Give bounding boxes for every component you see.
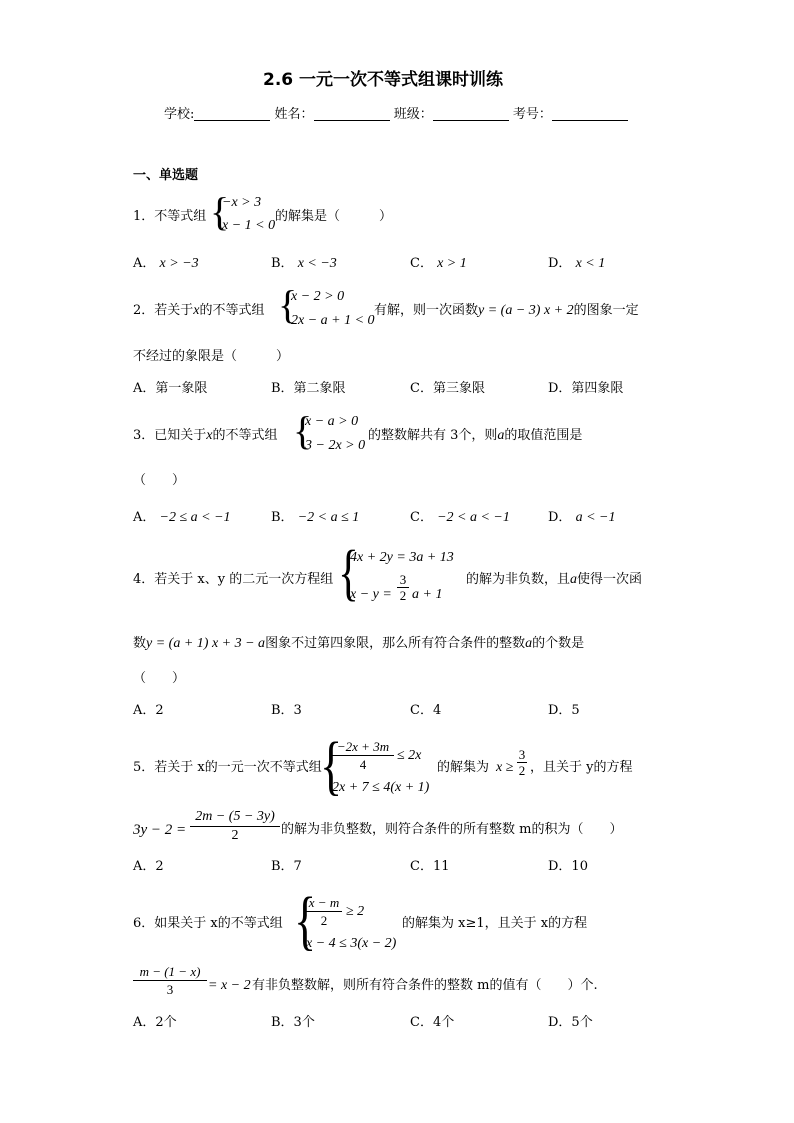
q2-text-line2: 不经过的象限是（ ）: [133, 349, 290, 364]
q6-suffix: 的解集为 x≥1，且关于 x的方程: [402, 916, 588, 931]
q4-row2b: a + 1: [412, 587, 443, 602]
q4-option-d[interactable]: D．5: [548, 703, 580, 718]
q1-row1: −x > 3: [222, 195, 262, 210]
q1-option-d-value: x < 1: [575, 256, 606, 271]
q5-brace: {: [320, 729, 343, 802]
q2-text-line1b: [374, 304, 639, 318]
q6-text-line2: 有非负整数解，则所有符合条件的整数 m的值有（ ）个.: [252, 978, 598, 993]
q3-option-c-value: −2 < a < −1: [437, 510, 510, 525]
q3-option-a-label: A．: [133, 510, 156, 525]
q3-brace: {: [293, 408, 313, 453]
q5-eq-fraction: [190, 810, 280, 843]
q2-row2: 2x − a + 1 < 0: [291, 313, 375, 328]
q1-option-b-value: x < −3: [297, 256, 337, 271]
q4-row2a: x − y =: [350, 587, 392, 602]
q3-option-c[interactable]: [410, 511, 510, 525]
q4-option-a[interactable]: A．2: [133, 703, 164, 718]
q1-prefix: 1．不等式组: [133, 209, 207, 224]
q6-row2: x − 4 ≤ 3(x − 2): [306, 936, 397, 951]
q2-suffix: 的图象一定: [573, 303, 639, 318]
q2-option-b[interactable]: B．第二象限: [271, 381, 346, 396]
q3-suffix: 的取值范围是: [504, 428, 583, 443]
q5-eq-den: 2: [231, 828, 239, 843]
section-heading: 一、单选题: [133, 168, 199, 183]
q4-option-c[interactable]: C．4: [410, 703, 442, 718]
q3-option-a-value: −2 ≤ a < −1: [159, 510, 231, 525]
q1-option-a[interactable]: [133, 257, 199, 271]
school-label: 学校:: [164, 107, 195, 122]
info-line: [164, 106, 628, 121]
q2-mid: 的不等式组: [199, 303, 265, 318]
q4-brace: {: [338, 539, 359, 607]
q4-var: a: [570, 572, 578, 587]
q4-line2a: 数: [133, 636, 147, 651]
q1-option-d[interactable]: [548, 257, 605, 271]
q4-row2-num: 3: [397, 573, 409, 588]
school-blank[interactable]: [194, 106, 270, 121]
q3-option-c-label: C．: [410, 510, 433, 525]
q6-row1-num: x − m: [306, 896, 342, 912]
q6-prefix: 6．如果关于 x的不等式组: [133, 916, 283, 931]
q5-row1-den: 4: [359, 757, 367, 772]
q3-row2: 3 − 2x > 0: [305, 438, 366, 453]
q1-option-d-label: D．: [548, 256, 572, 271]
q1-option-a-value: x > −3: [159, 256, 199, 271]
q2-option-d[interactable]: D．第四象限: [548, 381, 624, 396]
q5-mid: 的解集为: [437, 760, 490, 775]
q5-sol-den: 2: [518, 763, 526, 778]
q4-text-line2: [133, 637, 584, 651]
q3-option-b-label: B．: [271, 510, 294, 525]
q5-prefix: 5．若关于 x的一元一次不等式组: [133, 760, 322, 775]
q4-suffix: 使得一次函: [577, 572, 643, 587]
q1-option-b[interactable]: [271, 257, 337, 271]
exam-no-blank[interactable]: [552, 106, 628, 121]
q2-brace: {: [278, 282, 298, 327]
q4-prefix: 4．若关于 x、y 的二元一次方程组: [133, 572, 334, 587]
q5-sol-fraction: [517, 748, 527, 777]
q4-row2-den: 2: [399, 588, 407, 603]
q2-option-a[interactable]: A．第一象限: [133, 381, 208, 396]
q6-eq-right: = x − 2: [208, 978, 251, 993]
q2-option-c[interactable]: C．第三象限: [410, 381, 485, 396]
q1-option-c[interactable]: [410, 257, 467, 271]
q4-function: y = (a + 1) x + 3 − a: [146, 636, 266, 651]
q5-option-c[interactable]: C．11: [410, 859, 450, 874]
q6-eq-fraction: [133, 965, 207, 996]
exam-no-label: 考号：: [512, 107, 552, 122]
q5-sol-num: 3: [518, 747, 526, 762]
q3-prefix: 3．已知关于: [133, 428, 207, 443]
q5-eq-left: 3y − 2 =: [133, 822, 187, 838]
q1-option-b-label: B．: [271, 256, 294, 271]
q5-option-d[interactable]: D．10: [548, 859, 588, 874]
q4-var2: a: [525, 636, 533, 651]
q5-row1-num: −2x + 3m: [332, 740, 394, 756]
q5-eq-num: 2m − (5 − 3y): [190, 810, 280, 827]
q6-option-b[interactable]: B．3个: [271, 1015, 315, 1030]
q3-option-b[interactable]: [271, 511, 359, 525]
q3-var2: a: [497, 428, 505, 443]
q3-option-a[interactable]: [133, 511, 231, 525]
q2-function: y = (a − 3) x + 2: [478, 303, 574, 318]
q1-suffix: 的解集是（ ）: [275, 209, 393, 224]
q1-option-a-label: A．: [133, 256, 156, 271]
q3-mid: 的不等式组: [212, 428, 278, 443]
q4-option-b[interactable]: B．3: [271, 703, 302, 718]
q2-var: x: [193, 303, 200, 318]
q4-line2c: 的个数是: [532, 636, 585, 651]
q6-brace: {: [294, 884, 317, 957]
q3-option-d[interactable]: [548, 511, 615, 525]
q6-option-d[interactable]: D．5个: [548, 1015, 593, 1030]
q5-option-b[interactable]: B．7: [271, 859, 302, 874]
q5-sol: x ≥: [496, 760, 514, 775]
q3-text-line2: （ ）: [133, 473, 186, 488]
q1-option-c-label: C．: [410, 256, 433, 271]
q5-row2: 2x + 7 ≤ 4(x + 1): [332, 780, 430, 795]
q3-option-d-value: a < −1: [575, 510, 616, 525]
name-label: 姓名：: [274, 107, 314, 122]
q4-line2b: 图象不过第四象限，那么所有符合条件的整数: [265, 636, 526, 651]
q1-option-c-value: x > 1: [437, 256, 467, 271]
name-blank[interactable]: [314, 106, 390, 121]
page-title: 2.6 一元一次不等式组课时训练: [263, 70, 504, 90]
q5-text-line2: 的解为非负整数，则符合条件的所有整数 m的积为（ ）: [281, 822, 623, 837]
q2-prefix: 2．若关于: [133, 303, 194, 318]
q4-mid: 的解为非负数，且: [466, 572, 571, 587]
q5-row1b: ≤ 2x: [397, 748, 422, 763]
class-label: 班级：: [393, 107, 433, 122]
q5-row1-fraction: [332, 740, 394, 771]
q6-option-c[interactable]: C．4个: [410, 1015, 455, 1030]
q4-row1: 4x + 2y = 3a + 13: [350, 550, 454, 565]
q6-option-a[interactable]: A．2个: [133, 1015, 177, 1030]
q1-row2: x − 1 < 0: [222, 218, 276, 233]
q4-text-line1b: [466, 573, 642, 587]
class-blank[interactable]: [433, 106, 509, 121]
q2-row1: x − 2 > 0: [291, 289, 345, 304]
q5-suffix: ，且关于 y的方程: [530, 760, 633, 775]
q6-row1-den: 2: [320, 913, 328, 928]
q3-option-b-value: −2 < a ≤ 1: [297, 510, 360, 525]
q6-row1b: ≥ 2: [346, 904, 365, 919]
q6-eq-num: m − (1 − x): [133, 965, 207, 981]
q3-text-line1b: [368, 429, 582, 443]
q3-text-line1: [133, 429, 278, 443]
q6-eq-den: 3: [166, 982, 174, 997]
q2-mid2: 有解，则一次函数: [374, 303, 479, 318]
q4-text-line3: （ ）: [133, 671, 186, 686]
q4-row2-fraction: [397, 573, 409, 602]
q2-text-line1: [133, 304, 265, 318]
q6-row1-fraction: [306, 896, 342, 927]
q3-mid2: 的整数解共有 3个，则: [368, 428, 498, 443]
q1-brace: {: [210, 189, 230, 234]
q3-option-d-label: D．: [548, 510, 572, 525]
q3-row1: x − a > 0: [305, 414, 359, 429]
q5-option-a[interactable]: A．2: [133, 859, 164, 874]
q3-var: x: [206, 428, 213, 443]
